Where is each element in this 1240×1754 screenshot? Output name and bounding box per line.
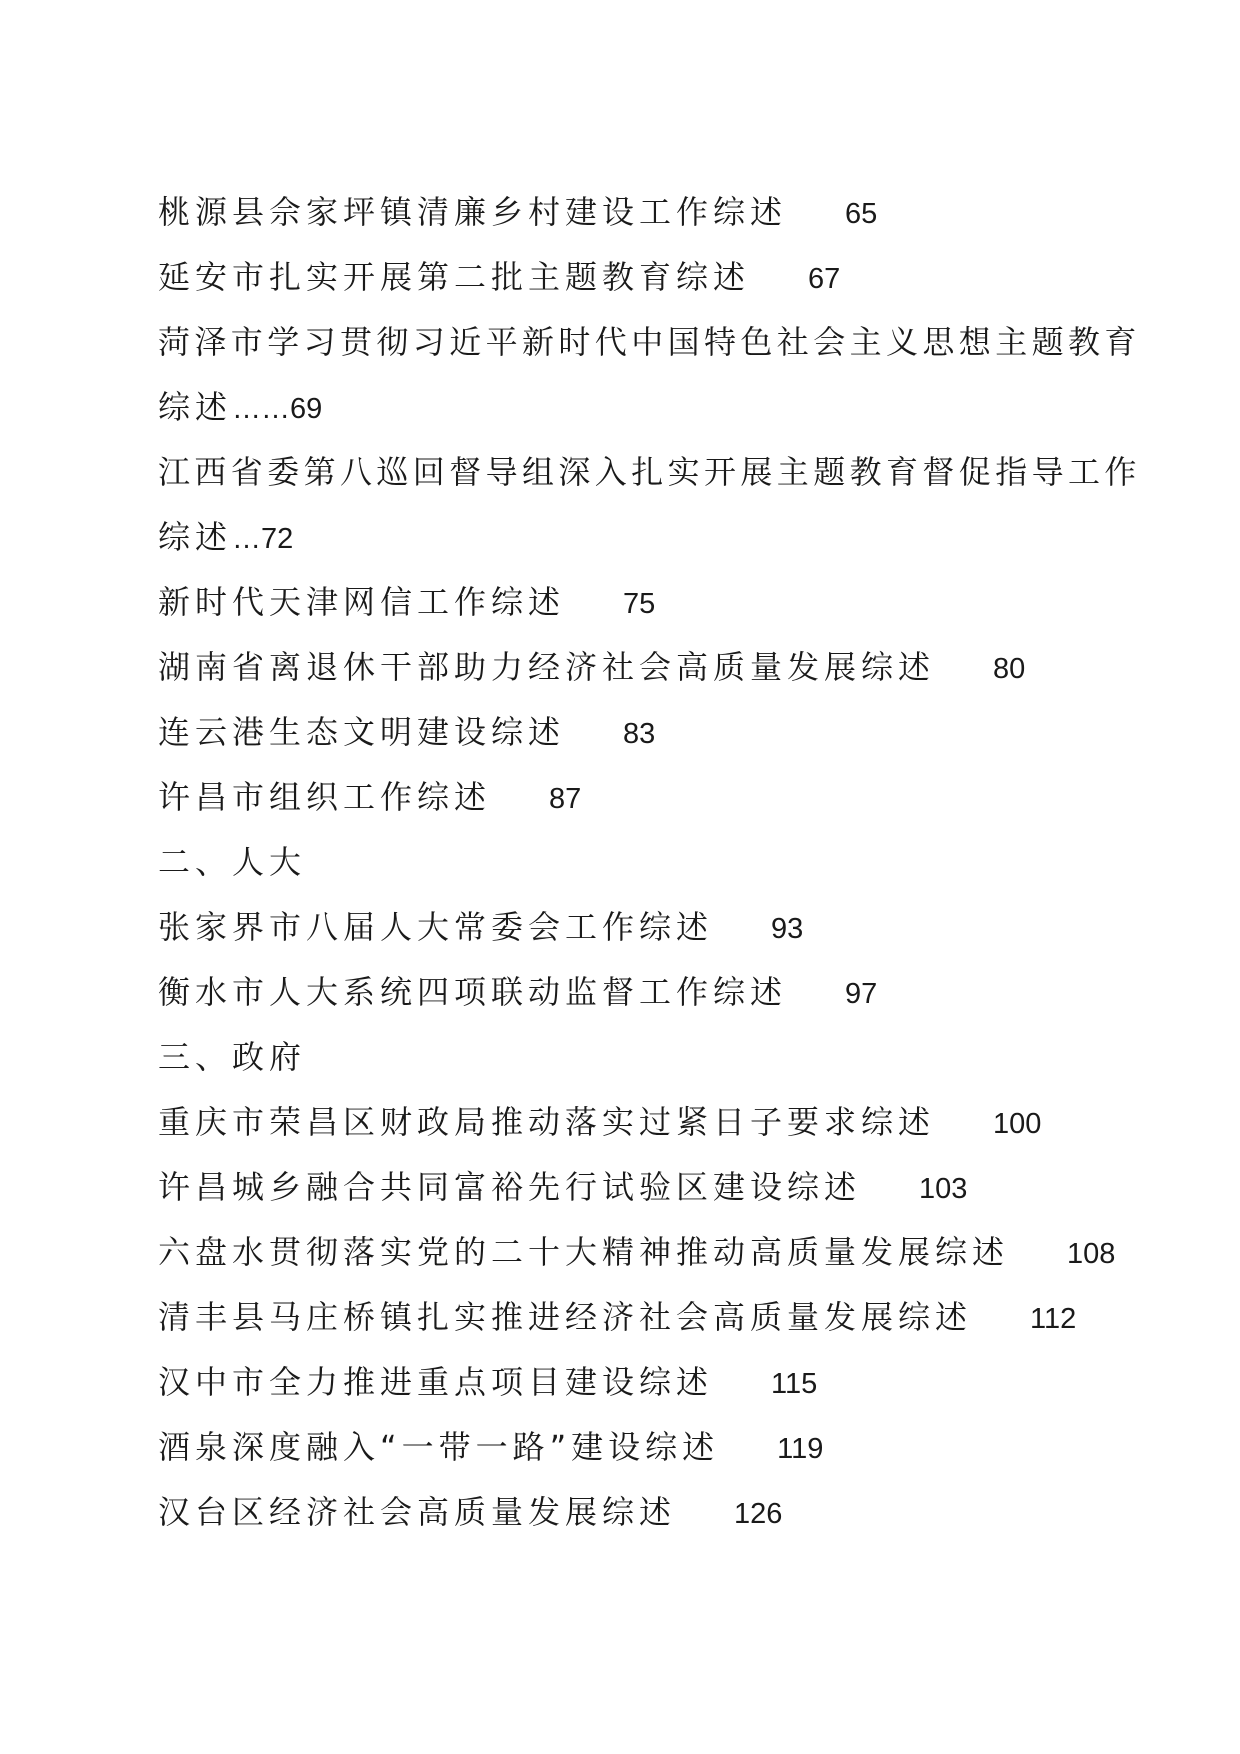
toc-entry-page: 97 <box>845 978 878 1010</box>
toc-entry-title: 六盘水贯彻落实党的二十大精神推动高质量发展综述 <box>158 1233 1010 1271</box>
toc-entry <box>158 570 1088 635</box>
toc-entry-page: 119 <box>777 1433 824 1465</box>
toc-entry <box>158 440 1141 505</box>
toc-entry <box>158 1480 1088 1545</box>
toc-entry-page: 100 <box>993 1108 1042 1140</box>
toc-entry-title: 衡水市人大系统四项联动监督工作综述 <box>158 973 788 1011</box>
section-heading <box>158 1025 1088 1090</box>
toc-entry-page: 80 <box>993 653 1026 685</box>
toc-entry-page: 67 <box>808 263 841 295</box>
toc-entry-page: 115 <box>771 1368 818 1400</box>
toc-entry <box>158 1155 1088 1220</box>
toc-entry-continuation <box>158 505 1088 570</box>
table-of-contents <box>158 180 1141 1545</box>
toc-entry-title: 重庆市荣昌区财政局推动落实过紧日子要求综述 <box>158 1103 936 1141</box>
toc-leader-dots: … <box>232 523 262 555</box>
toc-entry <box>158 310 1141 375</box>
toc-entry <box>158 700 1088 765</box>
toc-entry-page: 87 <box>549 783 582 815</box>
toc-entry-title: 菏泽市学习贯彻习近平新时代中国特色社会主义思想主题教育 <box>158 323 1141 361</box>
toc-entry <box>158 960 1088 1025</box>
toc-entry-page: 108 <box>1067 1238 1116 1270</box>
toc-entry-title: 江西省委第八巡回督导组深入扎实开展主题教育督促指导工作 <box>158 453 1141 491</box>
toc-entry-page: 93 <box>771 913 804 945</box>
toc-entry-title: 连云港生态文明建设综述 <box>158 713 566 751</box>
toc-entry-title: 汉台区经济社会高质量发展综述 <box>158 1493 677 1531</box>
toc-entry-page: 83 <box>623 718 656 750</box>
toc-entry <box>158 245 1088 310</box>
toc-entry-title: 许昌市组织工作综述 <box>158 778 492 816</box>
toc-entry <box>158 180 1088 245</box>
toc-entry-page: 72 <box>261 523 294 555</box>
toc-entry-continuation <box>158 375 1088 440</box>
toc-entry <box>158 765 1088 830</box>
toc-entry-title-cont: 综述 <box>158 518 233 556</box>
toc-entry-title: 张家界市八届人大常委会工作综述 <box>158 908 714 946</box>
toc-entry-title: 许昌城乡融合共同富裕先行试验区建设综述 <box>158 1168 862 1206</box>
toc-entry-title: 湖南省离退休干部助力经济社会高质量发展综述 <box>158 648 936 686</box>
toc-entry <box>158 1285 1088 1350</box>
toc-leader-dots: …… <box>232 393 291 425</box>
toc-entry-page: 69 <box>290 393 323 425</box>
toc-entry <box>158 1350 1088 1415</box>
toc-entry-page: 126 <box>734 1498 783 1530</box>
toc-entry-title: 延安市扎实开展第二批主题教育综述 <box>158 258 751 296</box>
toc-entry <box>158 1415 1088 1480</box>
toc-entry-title: 桃源县佘家坪镇清廉乡村建设工作综述 <box>158 193 788 231</box>
toc-entry-page: 103 <box>919 1173 968 1205</box>
toc-entry-title: 新时代天津网信工作综述 <box>158 583 566 621</box>
section-heading-text: 二、人大 <box>158 843 307 881</box>
toc-entry-title: 清丰县马庄桥镇扎实推进经济社会高质量发展综述 <box>158 1298 973 1336</box>
section-heading <box>158 830 1088 895</box>
section-heading-text: 三、政府 <box>158 1038 307 1076</box>
toc-entry-page: 112 <box>1030 1303 1077 1335</box>
toc-entry-page: 65 <box>845 198 878 230</box>
toc-entry <box>158 1220 1116 1285</box>
toc-entry-title-cont: 综述 <box>158 388 233 426</box>
toc-entry <box>158 895 1088 960</box>
toc-entry <box>158 1090 1088 1155</box>
toc-entry-title: 酒泉深度融入“一带一路”建设综述 <box>158 1428 720 1466</box>
toc-entry <box>158 635 1088 700</box>
toc-entry-page: 75 <box>623 588 656 620</box>
toc-entry-title: 汉中市全力推进重点项目建设综述 <box>158 1363 714 1401</box>
